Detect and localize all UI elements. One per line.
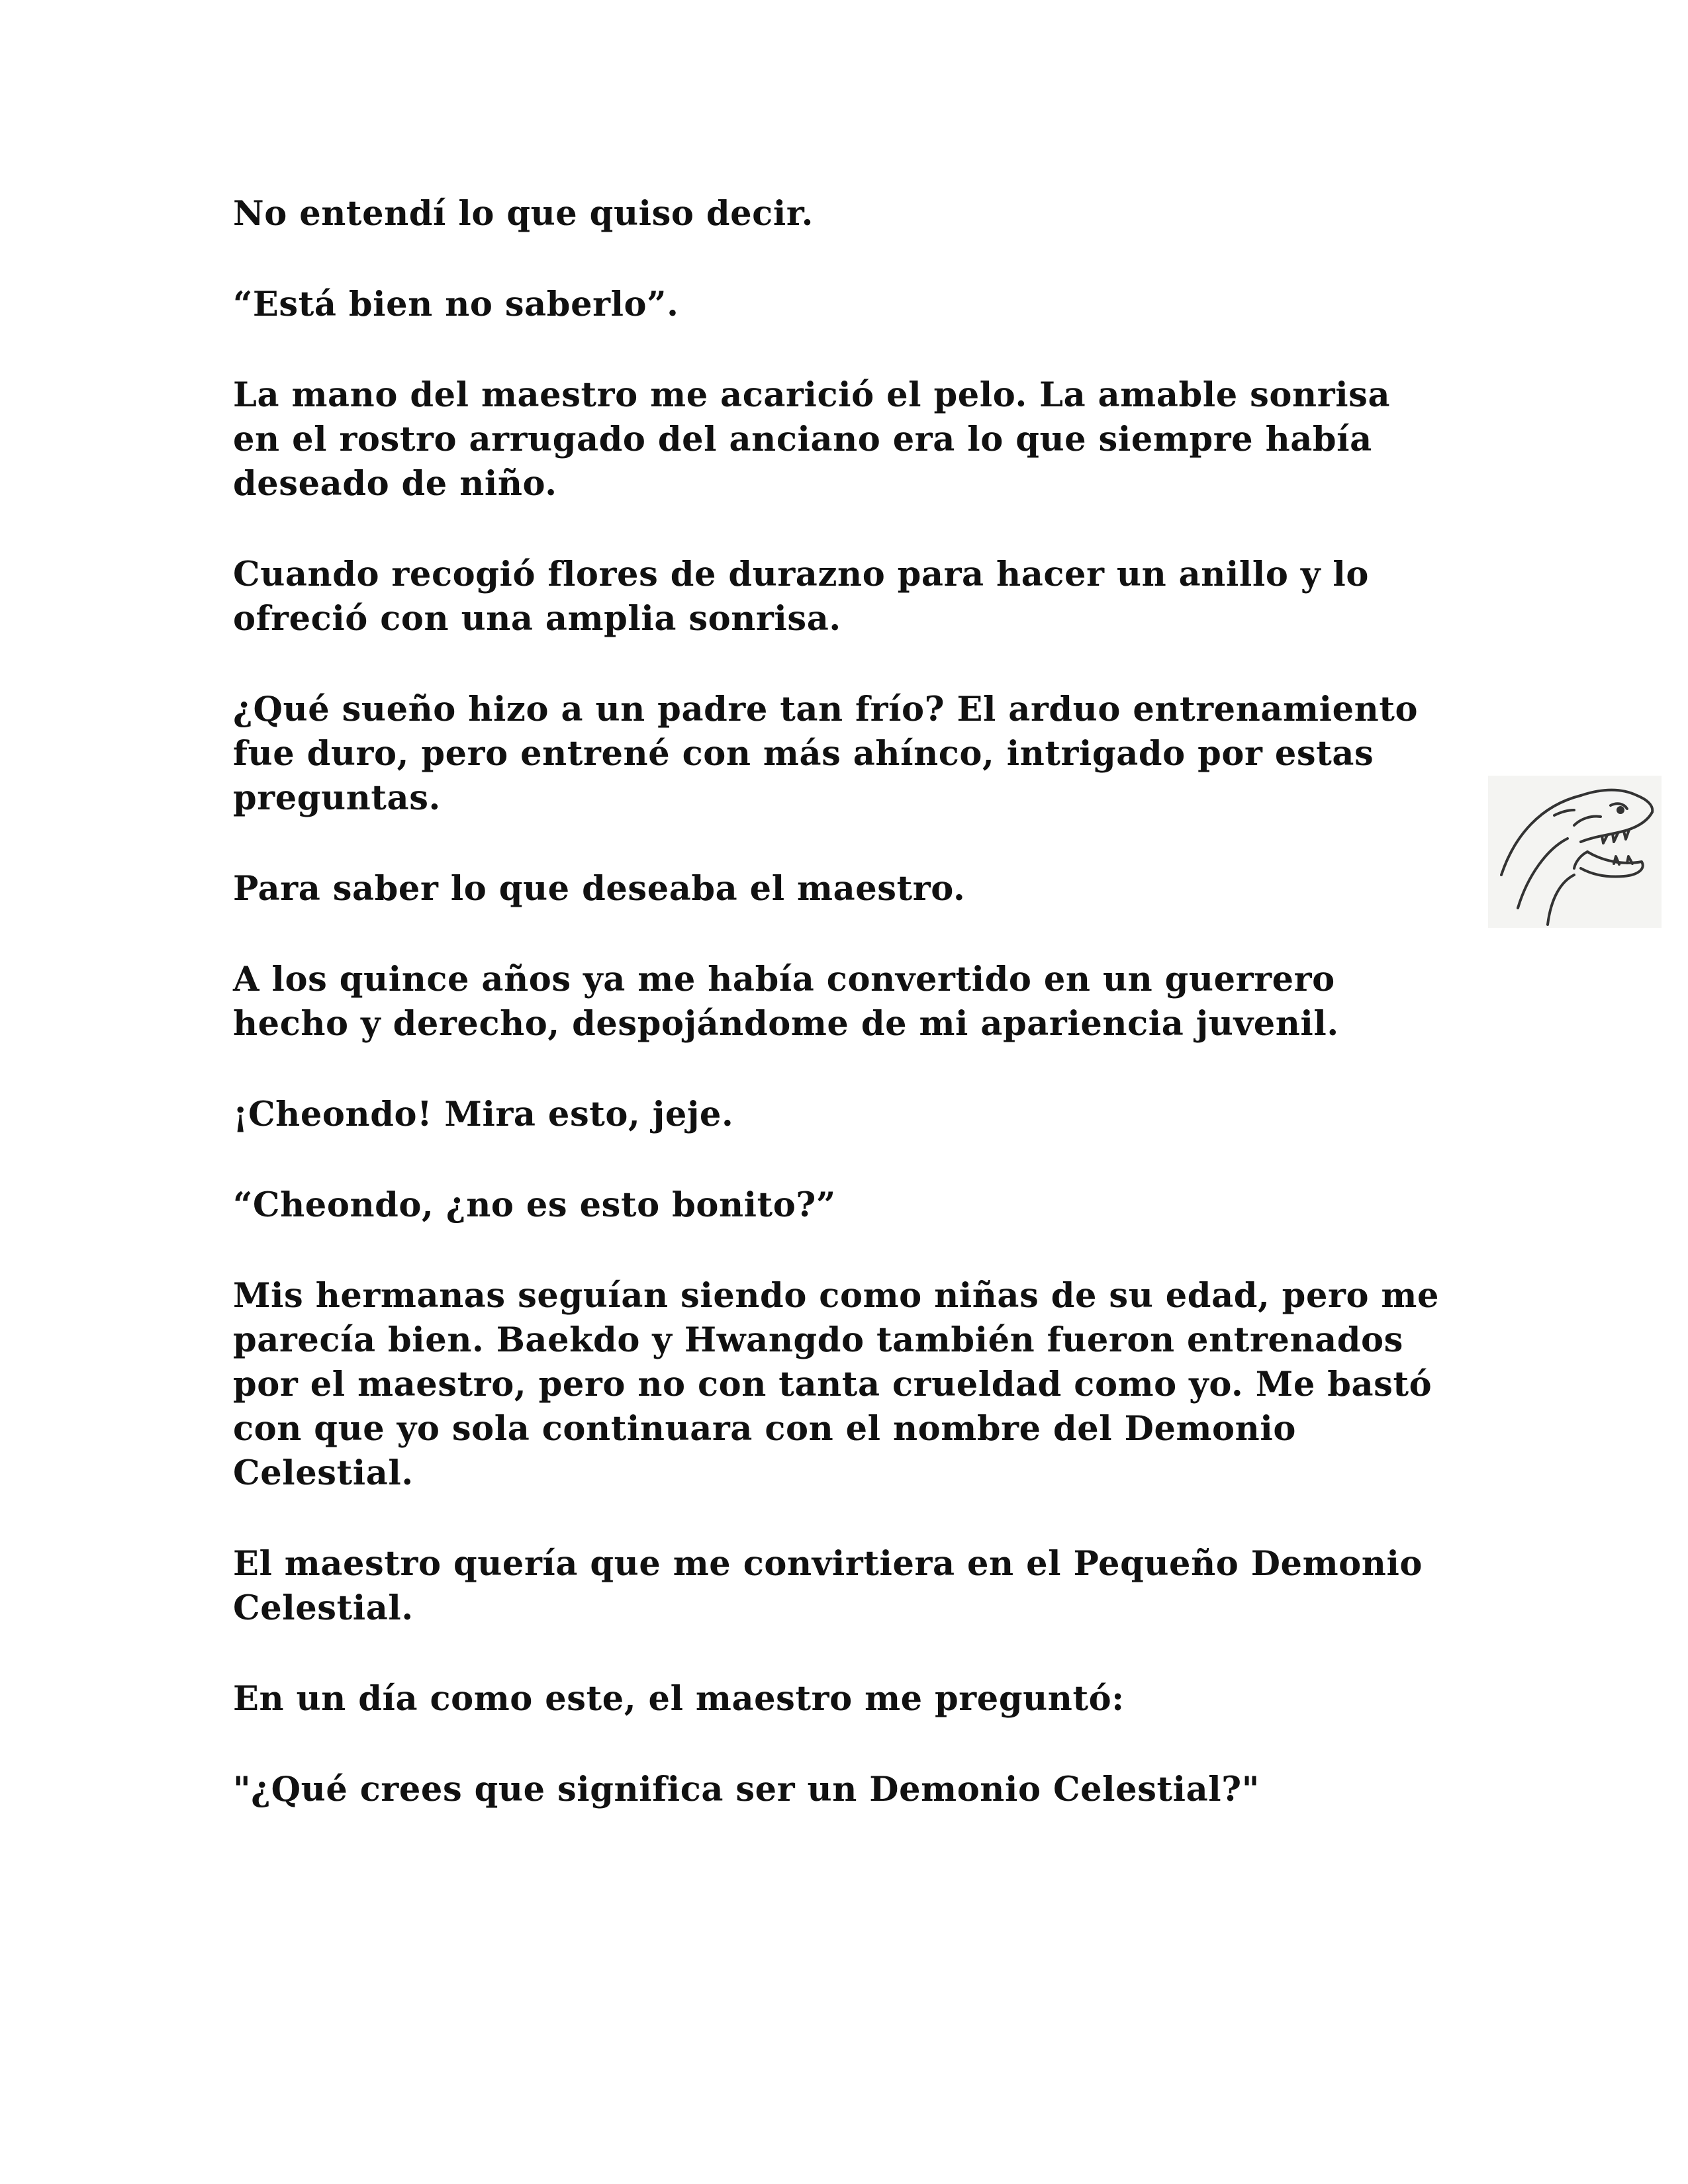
body-text bbox=[233, 192, 1477, 1858]
paragraph-11: El maestro quería que me convirtiera en el Pequeño Demonio Celestial. bbox=[233, 1544, 1423, 1628]
paragraph-2: “Está bien no saberlo”. bbox=[233, 285, 679, 324]
paragraph-3: La mano del maestro me acarició el pelo. La amable sonrisa en el rostro arrugado del anciano era lo que siempre había deseado de niño. bbox=[233, 375, 1391, 504]
paragraph-8: ¡Cheondo! Mira esto, jeje. bbox=[233, 1095, 734, 1134]
paragraph-1: No entendí lo que quiso decir. bbox=[233, 194, 814, 234]
paragraph-13: "¿Qué crees que significa ser un Demonio Celestial?" bbox=[233, 1770, 1260, 1809]
paragraph-7: A los quince años ya me había convertido en un guerrero hecho y derecho, despojándome de mi apariencia juvenil. bbox=[233, 960, 1339, 1044]
dinosaur-head-icon bbox=[1488, 776, 1662, 928]
paragraph-4: Cuando recogió flores de durazno para hacer un anillo y lo ofreció con una amplia sonrisa. bbox=[233, 555, 1370, 639]
paragraph-10: Mis hermanas seguían siendo como niñas de su edad, pero me parecía bien. Baekdo y Hwangdo también fueron entrenados por el maestro, pero no con tanta crueldad como yo. Me bastó con que yo sola continuara con el nombre del Demonio Celestial. bbox=[233, 1276, 1440, 1493]
paragraph-6: Para saber lo que deseaba el maestro. bbox=[233, 869, 966, 909]
paragraph-12: En un día como este, el maestro me preguntó: bbox=[233, 1679, 1125, 1719]
paragraph-5: ¿Qué sueño hizo a un padre tan frío? El arduo entrenamiento fue duro, pero entrené con más ahínco, intrigado por estas preguntas. bbox=[233, 690, 1419, 818]
paragraph-9: “Cheondo, ¿no es esto bonito?” bbox=[233, 1185, 836, 1225]
